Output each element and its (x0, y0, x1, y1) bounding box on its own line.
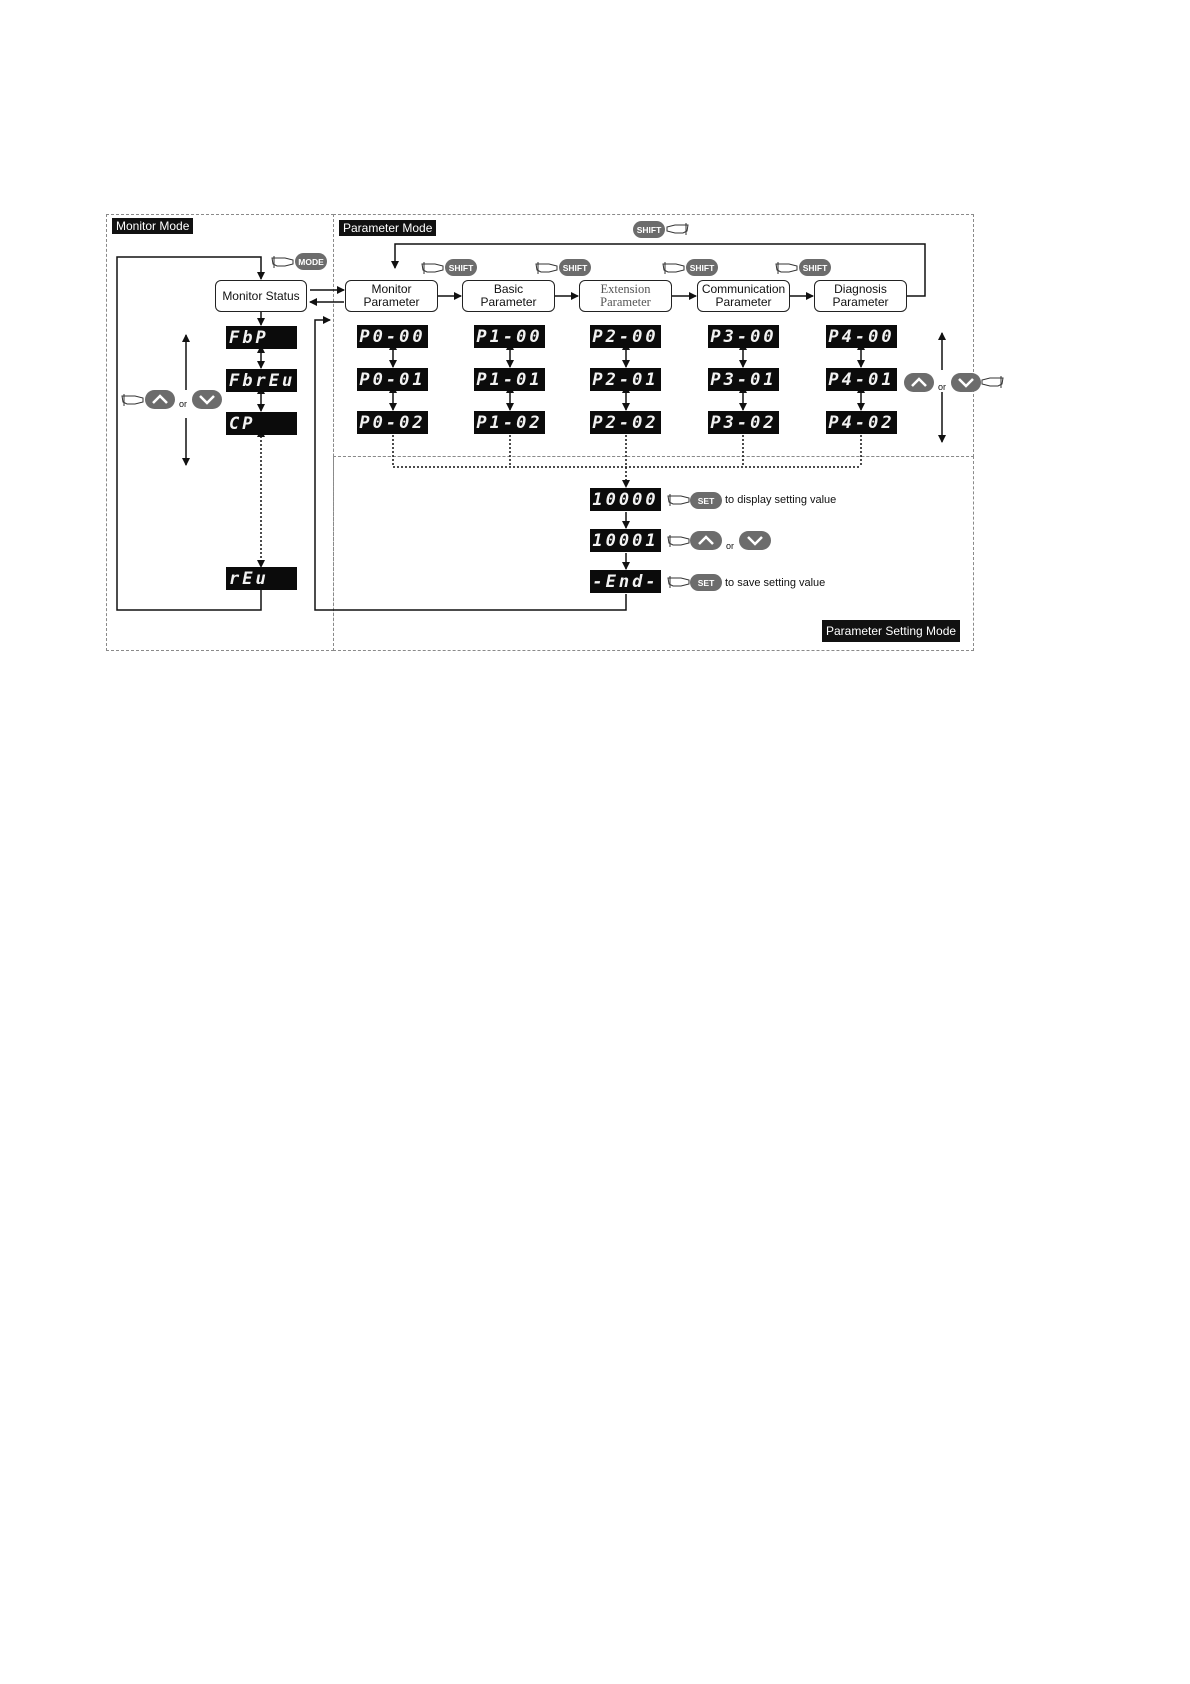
hand-pointer-icon (662, 261, 686, 275)
lcd-display-fbp: FbP (226, 326, 297, 349)
or-text: or (179, 399, 188, 409)
down-arrow-key-icon (951, 373, 981, 392)
group-box-basic-parameter (462, 280, 555, 312)
hand-pointer-icon (980, 375, 1004, 389)
hand-pointer-icon (667, 534, 691, 548)
group-line2: Parameter (600, 295, 651, 309)
lcd-setting-value: 10000 (590, 488, 661, 511)
group-box-monitor-parameter (345, 280, 438, 312)
up-key-setting[interactable] (690, 531, 722, 550)
up-key-monitor[interactable] (145, 390, 175, 409)
lcd-code: P3-01 (708, 368, 779, 391)
group-box-extension-parameter (579, 280, 672, 312)
lcd-code: P1-01 (474, 368, 545, 391)
group-line2: Parameter (715, 295, 772, 309)
hand-pointer-icon (775, 261, 799, 275)
down-key-setting[interactable] (739, 531, 771, 550)
shift-key-2[interactable]: SHIFT (559, 259, 591, 276)
hand-pointer-icon (667, 575, 691, 589)
set-key-save[interactable]: SET (690, 574, 722, 591)
group-line1: Basic (493, 282, 524, 296)
lcd-setting-value-changed: 10001 (590, 529, 661, 552)
lcd-end: -End- (590, 570, 661, 593)
or-text: or (726, 541, 735, 551)
hand-pointer-icon (421, 261, 445, 275)
hand-pointer-icon (665, 222, 689, 236)
set-key-display[interactable]: SET (690, 492, 722, 509)
group-line1: Monitor (371, 282, 412, 296)
monitor-mode-label: Monitor Mode (112, 218, 193, 234)
lcd-display-reu: rEu (226, 567, 297, 590)
note-display-setting: to display setting value (725, 494, 837, 506)
down-arrow-key-icon (739, 531, 771, 550)
lcd-code: P2-00 (590, 325, 661, 348)
lcd-code: P0-00 (357, 325, 428, 348)
parameter-setting-mode-label: Parameter Setting Mode (822, 620, 960, 642)
group-line2: Parameter (832, 295, 889, 309)
up-arrow-key-icon (904, 373, 934, 392)
lcd-display-fbreu: FbrEu (226, 369, 297, 392)
lcd-display-cp: CP (226, 412, 297, 435)
down-key-parameter[interactable] (951, 373, 981, 392)
group-line1: Diagnosis (834, 282, 887, 296)
lcd-code: P0-01 (357, 368, 428, 391)
lcd-code: P3-00 (708, 325, 779, 348)
shift-key-4[interactable]: SHIFT (799, 259, 831, 276)
up-arrow-key-icon (690, 531, 722, 550)
down-arrow-key-icon (192, 390, 222, 409)
lcd-code: P4-02 (826, 411, 897, 434)
hand-pointer-icon (535, 261, 559, 275)
down-key-monitor[interactable] (192, 390, 222, 409)
hand-pointer-icon (121, 393, 145, 407)
lcd-code: P1-02 (474, 411, 545, 434)
shift-key-3[interactable]: SHIFT (686, 259, 718, 276)
group-line1: Extension (600, 282, 651, 296)
note-save-setting: to save setting value (725, 577, 826, 589)
hand-pointer-icon (271, 255, 295, 269)
lcd-code: P4-00 (826, 325, 897, 348)
up-arrow-key-icon (145, 390, 175, 409)
mode-key[interactable]: MODE (295, 253, 327, 270)
lcd-code: P1-00 (474, 325, 545, 348)
parameter-mode-label: Parameter Mode (339, 220, 436, 236)
shift-key-top[interactable]: SHIFT (633, 221, 665, 238)
group-line1: Communication (701, 282, 786, 296)
hand-pointer-icon (667, 493, 691, 507)
lcd-code: P3-02 (708, 411, 779, 434)
lcd-code: P4-01 (826, 368, 897, 391)
up-key-parameter[interactable] (904, 373, 934, 392)
group-line2: Parameter (363, 295, 420, 309)
group-line2: Parameter (480, 295, 537, 309)
group-box-diagnosis-parameter (814, 280, 907, 312)
shift-key-1[interactable]: SHIFT (445, 259, 477, 276)
lcd-code: P0-02 (357, 411, 428, 434)
or-text: or (938, 382, 947, 392)
group-box-communication-parameter (697, 280, 790, 312)
monitor-status-box: Monitor Status (215, 280, 307, 312)
lcd-code: P2-01 (590, 368, 661, 391)
lcd-code: P2-02 (590, 411, 661, 434)
